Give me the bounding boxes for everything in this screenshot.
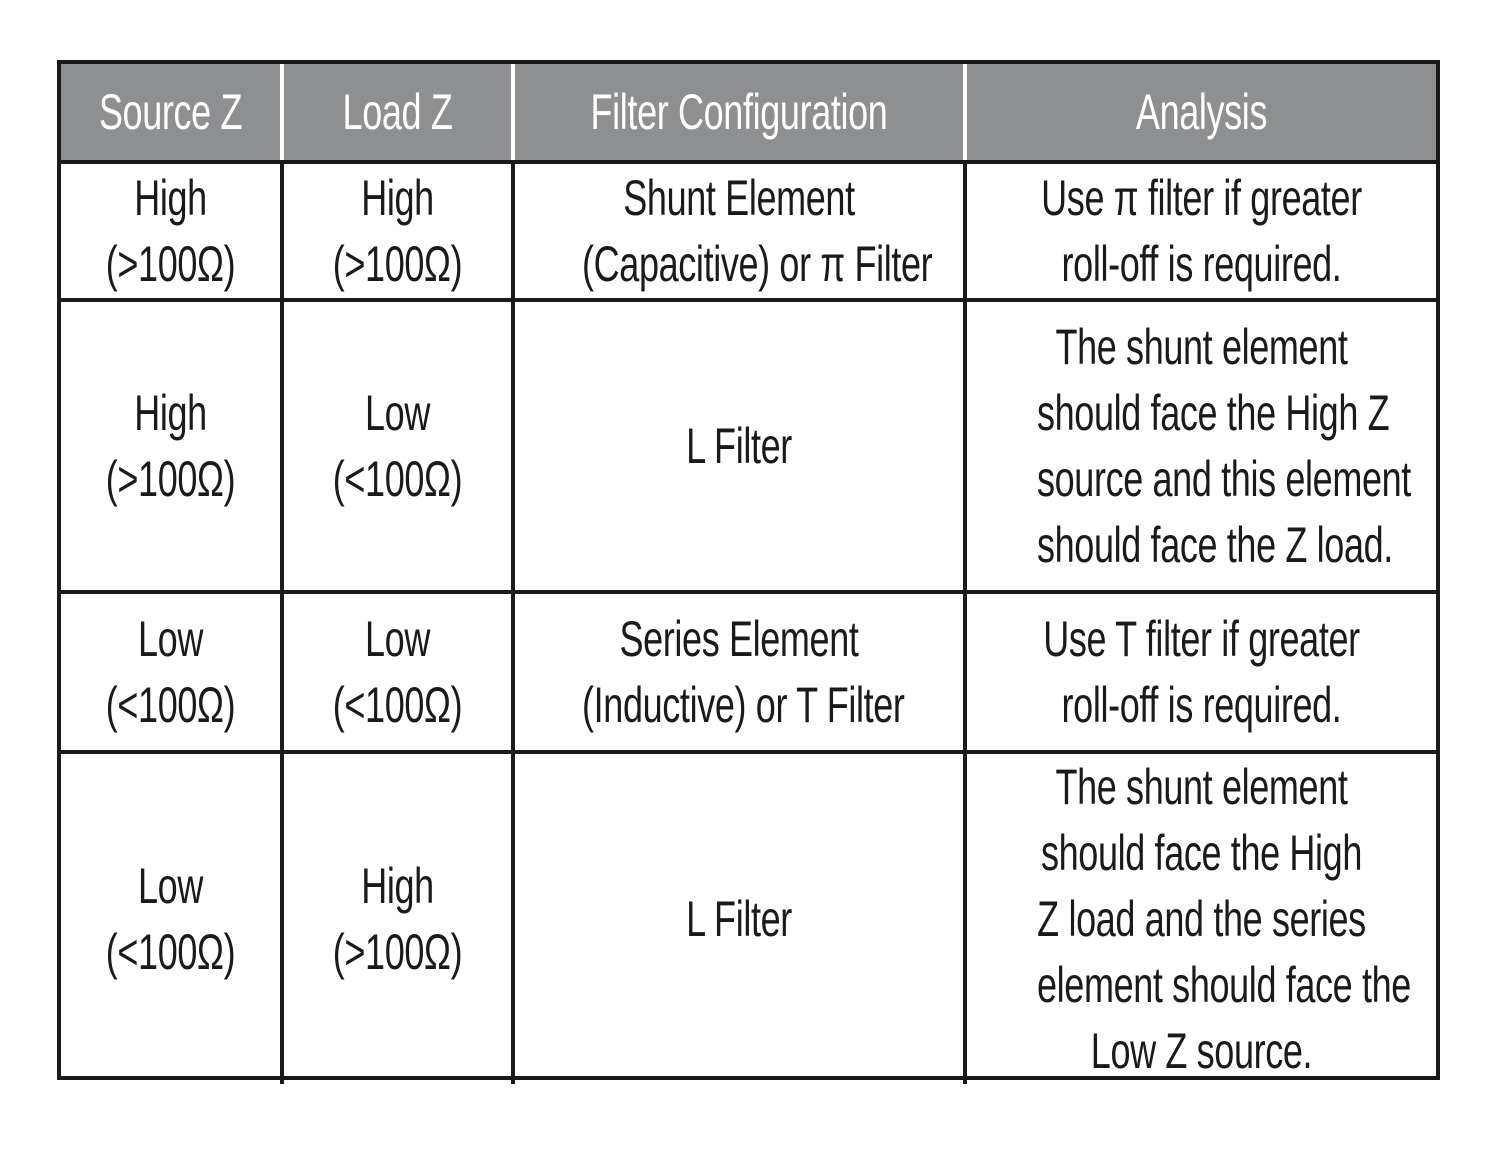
source-z-cell: High (>100Ω) [61, 300, 282, 592]
load-z-cell: High (>100Ω) [282, 752, 513, 1084]
source-z-cell: High (>100Ω) [61, 162, 282, 300]
filter-selection-table [61, 64, 1436, 1084]
table-row [61, 592, 1436, 752]
filter-configuration-cell: Series Element (Inductive) or T Filter [513, 592, 965, 752]
filter-configuration-cell: L Filter [513, 300, 965, 592]
analysis-cell: The shunt element should face the High Z load and the series element should face the Low Z source. [1036, 759, 1411, 1079]
load-z-cell: Low (<100Ω) [282, 300, 513, 592]
analysis-cell: Use π filter if greater roll-off is required. [965, 162, 1436, 300]
impedance-filter-table [57, 60, 1440, 1080]
table-row [61, 162, 1436, 300]
column-header-source-z: Source Z [61, 64, 282, 162]
filter-configuration-cell: Shunt Element (Capacitive) or π Filter [513, 162, 965, 300]
load-z-cell: Low (<100Ω) [282, 592, 513, 752]
source-z-cell: Low (<100Ω) [61, 592, 282, 752]
analysis-cell: The shunt element should face the High Z source and this element should face the Z load. [965, 300, 1436, 592]
column-header-filter-configuration: Filter Configuration [513, 64, 965, 162]
filter-configuration-cell: L Filter [513, 752, 965, 1084]
column-header-analysis: Analysis [965, 64, 1436, 162]
table-row [61, 300, 1436, 592]
source-z-cell: Low (<100Ω) [61, 752, 282, 1084]
analysis-cell: Use T filter if greater roll-off is required. [965, 592, 1436, 752]
load-z-cell: High (>100Ω) [282, 162, 513, 300]
header-row [61, 64, 1436, 162]
column-header-load-z: Load Z [282, 64, 513, 162]
table-row [61, 752, 1436, 1084]
